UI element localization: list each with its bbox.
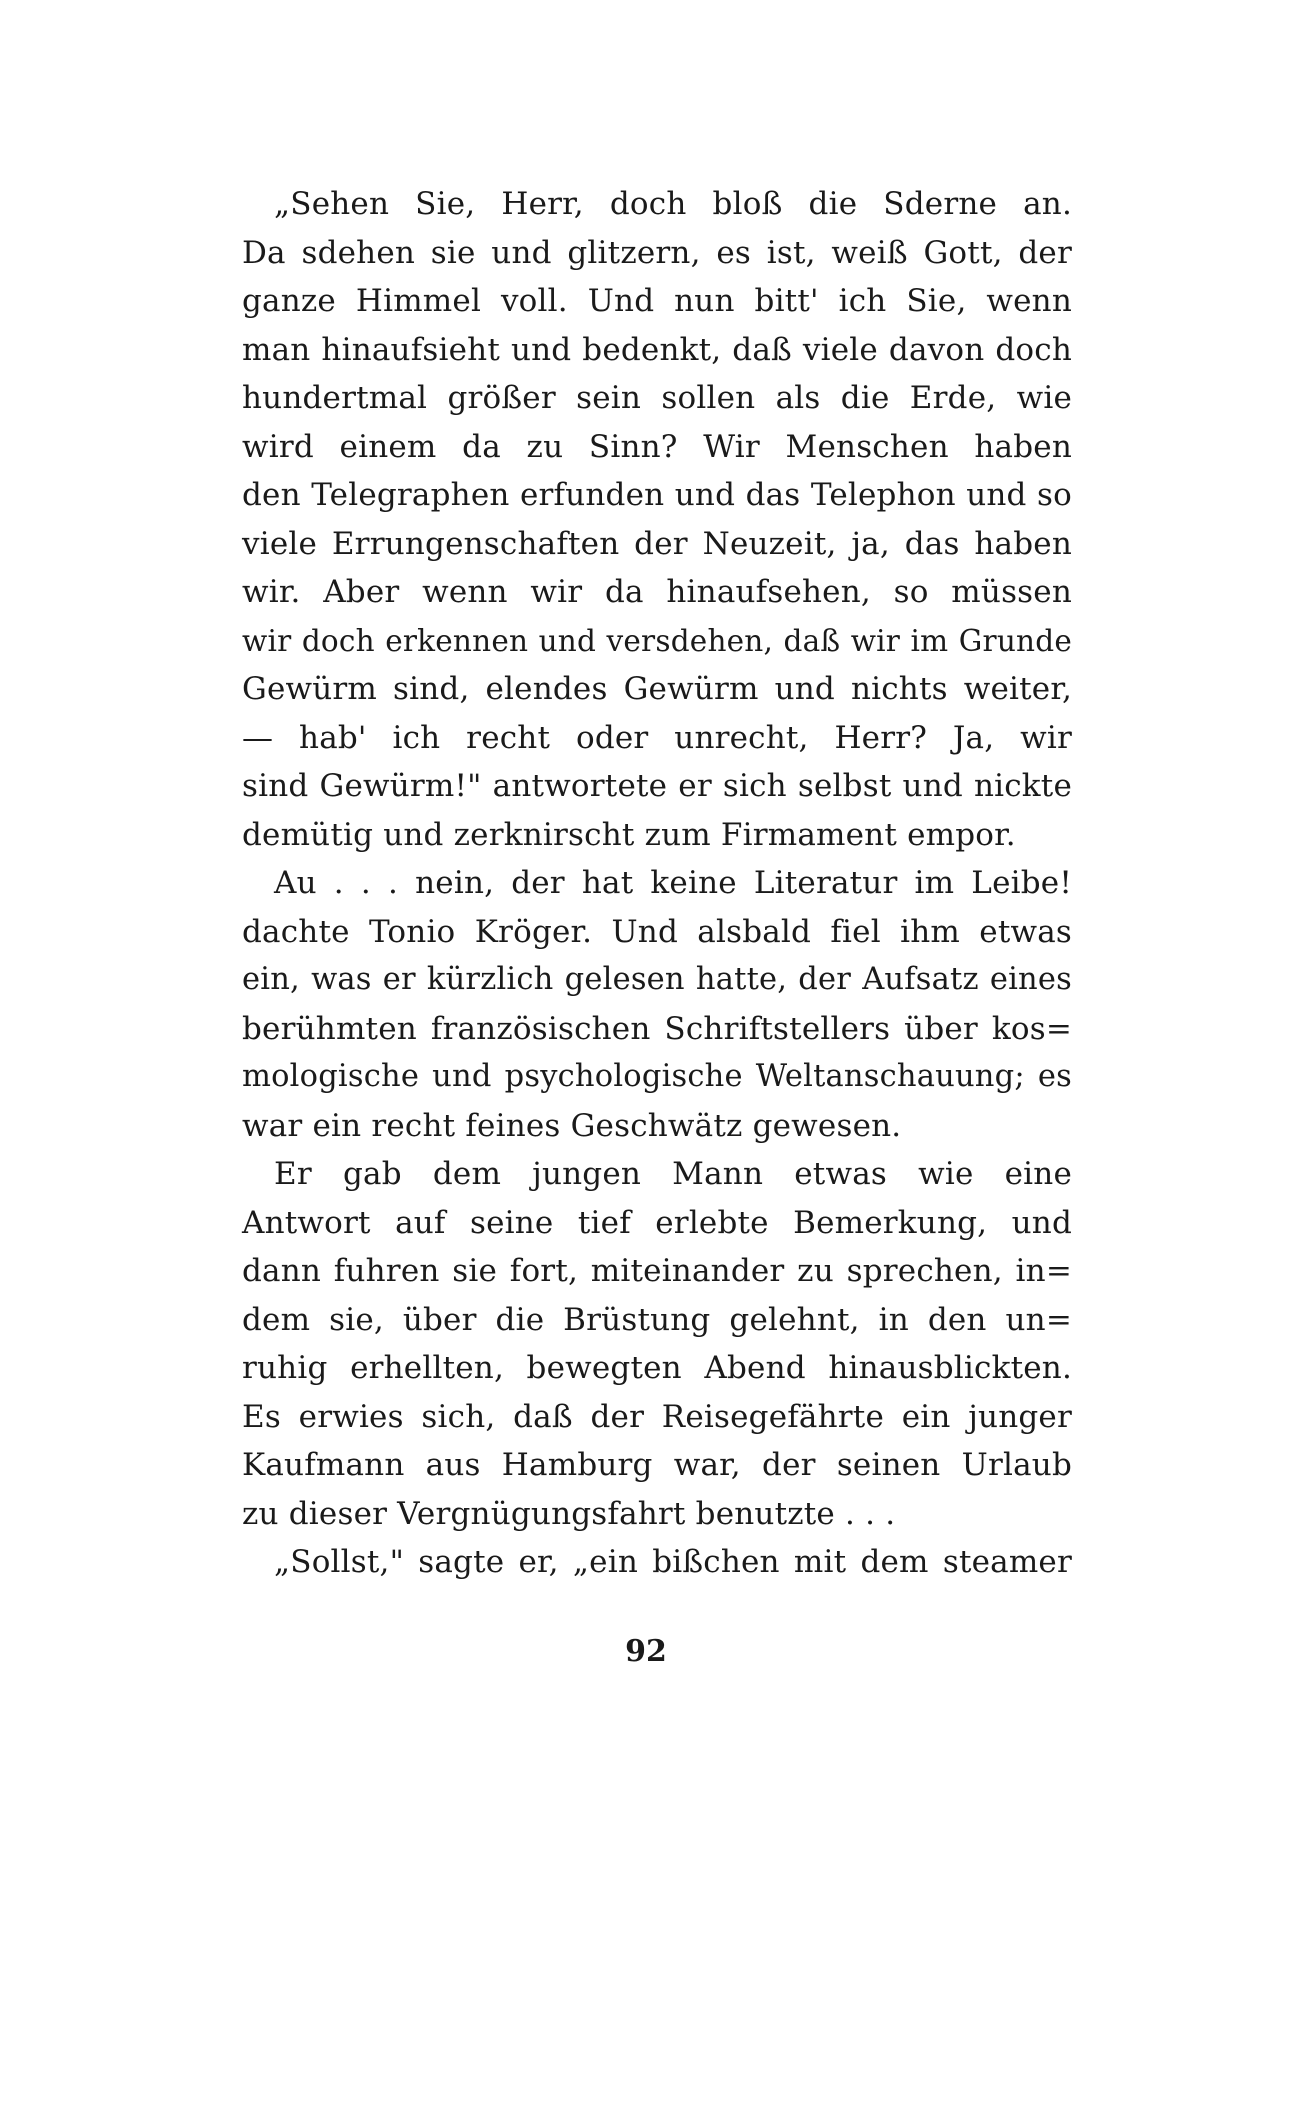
text-line: Kaufmann aus Hamburg war, der seinen Urlaub <box>242 1447 1072 1483</box>
text-line: mologische und psychologische Weltanschauung; es <box>242 1059 1072 1094</box>
text-line: zu dieser Vergnügungsfahrt benutzte . . . <box>242 1495 896 1532</box>
text-line: Es erwies sich, daß der Reisegefährte ein junger <box>242 1398 1072 1435</box>
text-line: wir doch erkennen und versdehen, daß wir im Grunde <box>242 623 1072 658</box>
text-line: „Sehen Sie, Herr, doch bloß die Sderne an. <box>274 186 1072 222</box>
text-line: ein, was er kürzlich gelesen hatte, der Aufsatz eines <box>242 962 1072 997</box>
text-line: man hinaufsieht und bedenkt, daß viele davon doch <box>242 331 1072 368</box>
text-line: Au . . . nein, der hat keine Literatur im Leibe! <box>274 865 1072 901</box>
text-line: Gewürm sind, elendes Gewürm und nichts weiter, <box>242 671 1072 707</box>
text-line: ruhig erhellten, bewegten Abend hinausblickten. <box>242 1350 1072 1386</box>
text-line: Er gab dem jungen Mann etwas wie eine <box>274 1156 1072 1192</box>
text-line: wir. Aber wenn wir da hinaufsehen, so müssen <box>242 574 1072 610</box>
text-line: dem sie, über die Brüstung gelehnt, in den un= <box>242 1301 1072 1338</box>
text-line: — hab' ich recht oder unrecht, Herr? Ja, wir <box>242 719 1072 756</box>
text-line: sind Gewürm!" antwortete er sich selbst und nickte <box>242 768 1072 804</box>
text-line: Antwort auf seine tief erlebte Bemerkung, und <box>242 1204 1072 1241</box>
text-line: wird einem da zu Sinn? Wir Menschen haben <box>242 428 1072 465</box>
text-line: den Telegraphen erfunden und das Telephon und so <box>242 477 1072 513</box>
page-number: 92 <box>625 1634 667 1669</box>
text-line: war ein recht feines Geschwätz gewesen. <box>242 1107 902 1144</box>
body-text <box>242 180 1072 1587</box>
text-line: „Sollst," sagte er, „ein bißchen mit dem steamer <box>274 1544 1072 1580</box>
text-line: ganze Himmel voll. Und nun bitt' ich Sie, wenn <box>242 283 1072 319</box>
text-line: Da sdehen sie und glitzern, es ist, weiß Gott, der <box>242 234 1072 271</box>
text-line: hundertmal größer sein sollen als die Erde, wie <box>242 380 1072 416</box>
text-line: dann fuhren sie fort, miteinander zu sprechen, in= <box>242 1253 1072 1289</box>
text-line: dachte Tonio Kröger. Und alsbald fiel ihm etwas <box>242 913 1072 950</box>
text-line: berühmten französischen Schriftstellers über kos= <box>242 1010 1072 1047</box>
text-line: demütig und zerknirscht zum Firmament empor. <box>242 816 1016 853</box>
text-line: viele Errungenschaften der Neuzeit, ja, das haben <box>242 525 1072 562</box>
